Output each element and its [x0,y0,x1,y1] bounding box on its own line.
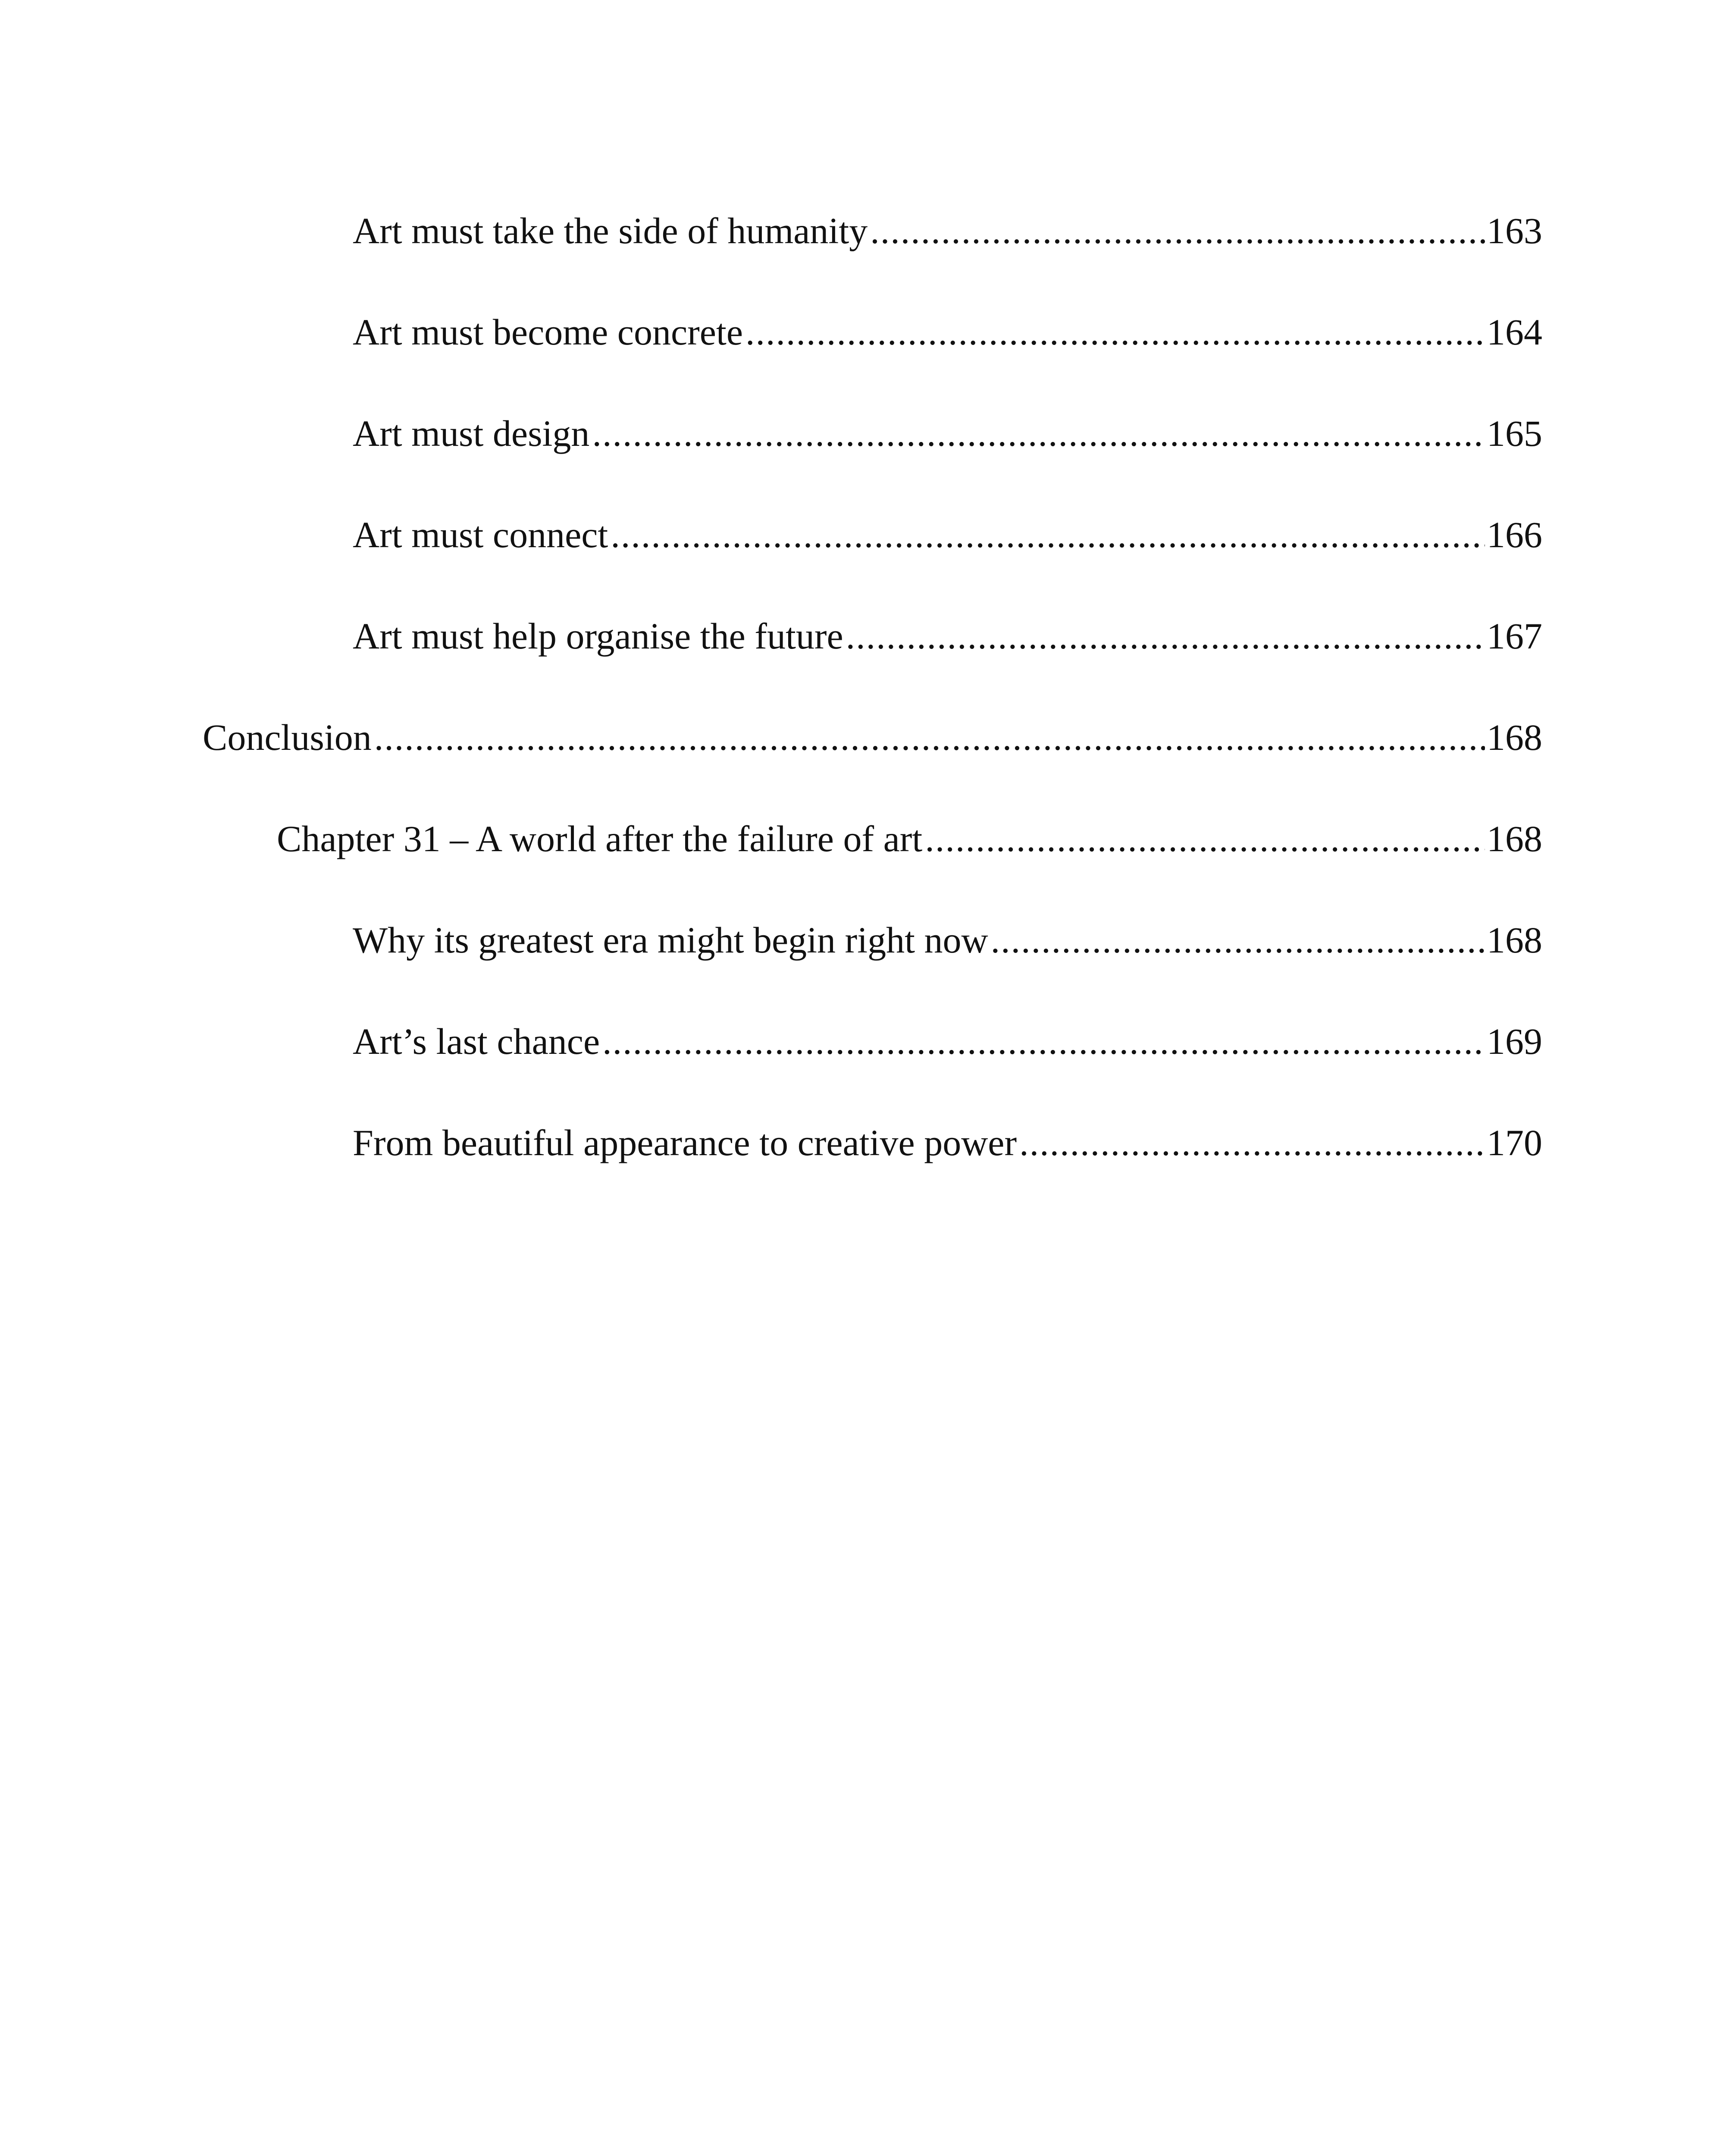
toc-entry-title: Art must become concrete [353,311,743,353]
toc-entry-page-number: 170 [1487,1122,1542,1163]
toc-entry [353,910,1542,970]
toc-dot-leader [925,808,1485,869]
toc-entry [353,403,1542,464]
toc-entry-page-number: 166 [1487,514,1542,555]
toc-dot-leader [745,302,1485,362]
toc-entry [353,1011,1542,1072]
toc-entry-page-number: 168 [1487,818,1542,859]
toc-dot-leader [602,1011,1485,1072]
toc-entry [353,505,1542,565]
toc-entry-page-number: 167 [1487,615,1542,657]
toc-entry-title: From beautiful appearance to creative power [353,1122,1017,1163]
toc-entry-page-number: 163 [1487,210,1542,251]
toc-entry [353,201,1542,261]
toc-entry [277,808,1542,869]
toc-dot-leader [846,606,1485,666]
toc-entry-title: Art must help organise the future [353,615,843,657]
toc-entry-title: Art must connect [353,514,608,555]
toc-dot-leader [870,201,1485,261]
toc-entry [203,707,1542,768]
toc-entry-title: Chapter 31 – A world after the failure of art [277,818,923,859]
toc-entry-page-number: 168 [1487,919,1542,961]
toc-entry-page-number: 164 [1487,311,1542,353]
toc-entry-page-number: 169 [1487,1021,1542,1062]
toc-dot-leader [1019,1112,1485,1173]
toc-dot-leader [611,505,1485,565]
toc-entry-title: Art’s last chance [353,1021,600,1062]
toc-entry-page-number: 165 [1487,413,1542,454]
toc-dot-leader [592,403,1485,464]
toc-entry [353,1112,1542,1173]
toc-entry-title: Why its greatest era might begin right now [353,919,988,961]
toc-entry-title: Art must take the side of humanity [353,210,868,251]
toc-entry [353,302,1542,362]
toc-entry [353,606,1542,666]
toc-dot-leader [374,707,1485,768]
toc-entry-title: Art must design [353,413,590,454]
toc-dot-leader [991,910,1485,970]
toc-entry-title: Conclusion [203,717,372,758]
toc-entry-page-number: 168 [1487,717,1542,758]
